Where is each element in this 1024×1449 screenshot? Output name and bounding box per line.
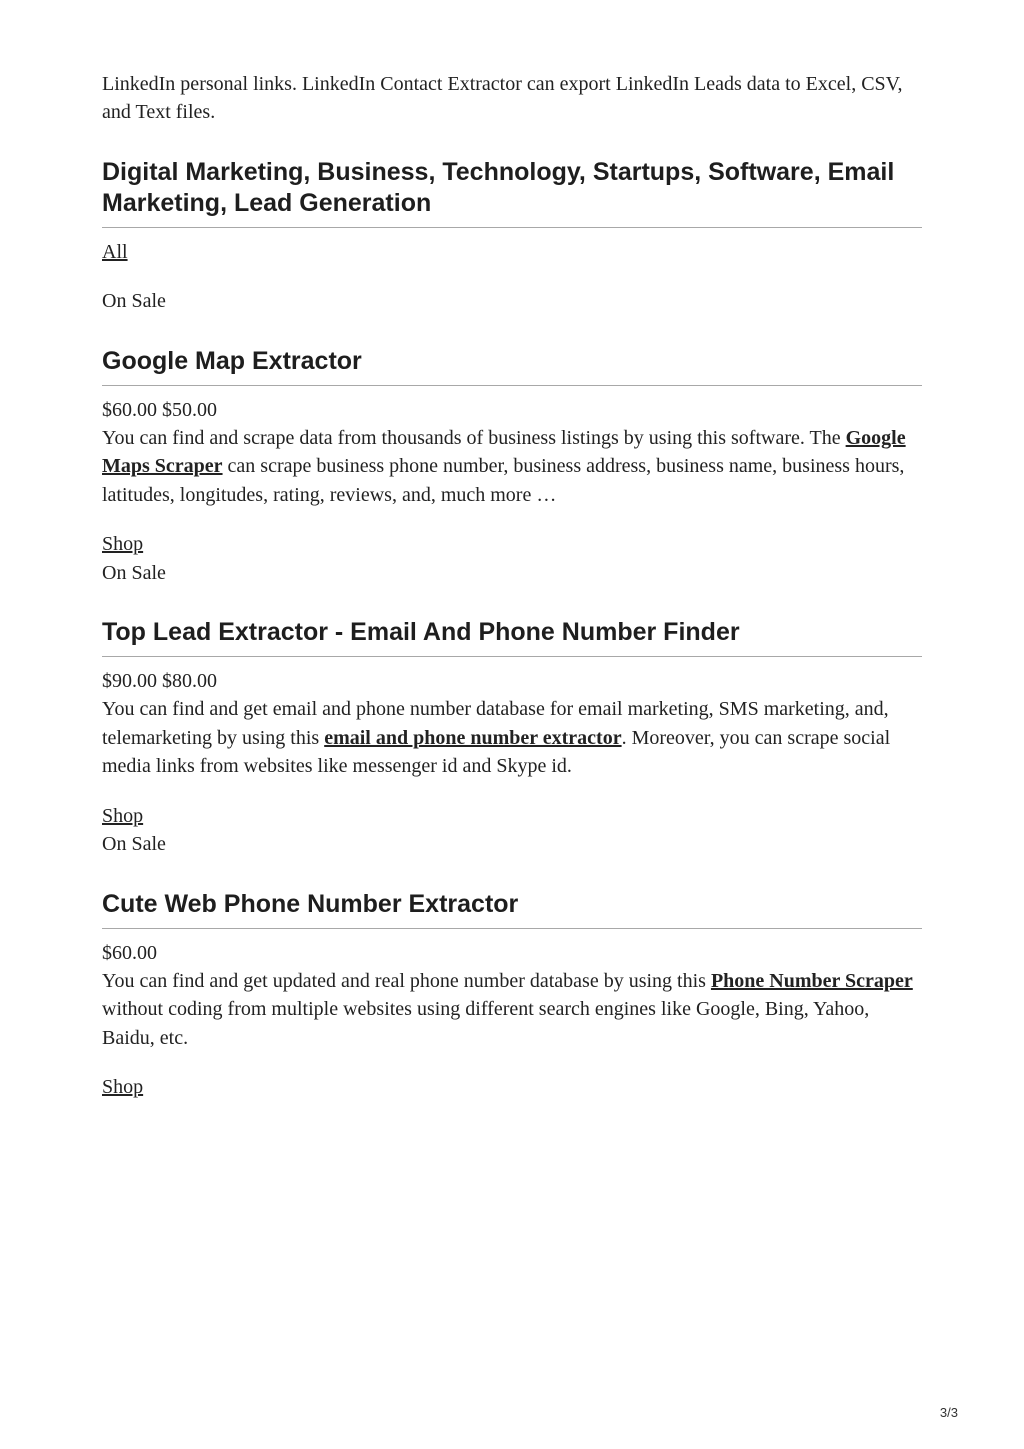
on-sale-label: On Sale xyxy=(102,290,166,313)
shop-link[interactable]: Shop xyxy=(102,1076,144,1099)
on-sale-label: On Sale xyxy=(102,833,166,856)
category-heading: Digital Marketing, Business, Technology, Startups, Software, Email Marketing, Lead Generation xyxy=(102,157,922,228)
product-title: Cute Web Phone Number Extractor xyxy=(102,889,922,929)
phone-number-scraper-link[interactable]: Phone Number Scraper xyxy=(710,969,913,992)
product-title: Top Lead Extractor - Email And Phone Number Finder xyxy=(102,617,922,657)
all-link[interactable]: All xyxy=(102,240,128,263)
product-description: You can find and get email and phone number database for email marketing, SMS marketing, and, telemarketing by using this email and phone number extractor. Moreover, you can scrape social media links from websites like messenger id and Skype id. xyxy=(102,698,891,778)
intro-paragraph: LinkedIn personal links. LinkedIn Contact Extractor can export LinkedIn Leads data to Excel, CSV, and Text files. xyxy=(102,73,903,124)
shop-link[interactable]: Shop xyxy=(102,533,144,556)
email-phone-extractor-link[interactable]: email and phone number extractor xyxy=(324,726,622,749)
product-description: You can find and scrape data from thousands of business listings by using this software. The Google Maps Scraper can scrape business phone number, business address, business name, business hours, latitudes, longitudes, rating, reviews, and, much more … xyxy=(102,427,906,506)
shop-link[interactable]: Shop xyxy=(102,804,144,827)
google-maps-scraper-link[interactable]: Google Maps Scraper xyxy=(102,427,906,478)
page-number: 3/3 xyxy=(939,1405,958,1420)
on-sale-label: On Sale xyxy=(102,561,166,584)
product-title: Google Map Extractor xyxy=(102,346,922,386)
page-content xyxy=(102,70,922,1102)
product-price: $60.00 $50.00 xyxy=(102,398,217,421)
product-description: You can find and get updated and real phone number database by using this Phone Number Scraper without coding from multiple websites using different search engines like Google, Bing, Yahoo, Baidu, etc. xyxy=(102,969,913,1049)
product-price: $90.00 $80.00 xyxy=(102,670,217,693)
product-price: $60.00 xyxy=(102,941,157,964)
